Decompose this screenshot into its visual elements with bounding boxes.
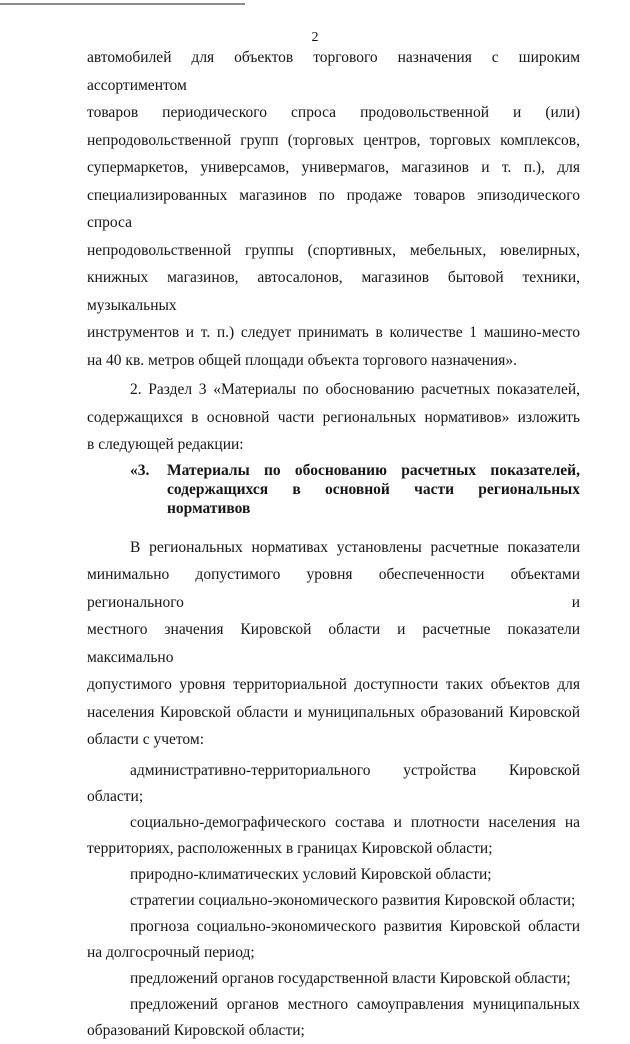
section-title-line: содержащихся в основной части региональных нормативов: [167, 480, 580, 517]
list-item: [87, 862, 580, 888]
section-title-line: Материалы по обоснованию расчетных показателей,: [167, 461, 580, 479]
list-item: [87, 758, 580, 810]
text-line: книжных магазинов, автосалонов, магазинов бытовой техники, музыкальных: [87, 269, 580, 314]
text-line: непродовольственной групп (торговых центров, торговых комплексов,: [87, 131, 580, 149]
text-line: в следующей редакции:: [87, 436, 244, 453]
text-line: автомобилей для объектов торгового назначения с широким ассортиментом: [87, 49, 580, 94]
text-line: допустимого уровня территориальной доступности таких объектов для: [87, 676, 580, 693]
section-number: «3.: [130, 461, 150, 479]
paragraph-intro: [87, 534, 580, 754]
list-item: [87, 888, 580, 914]
page-number: 2: [311, 30, 319, 45]
text-line: минимально допустимого уровня обеспеченности объектами регионального и: [87, 566, 580, 611]
text-line: 2. Раздел 3 «Материалы по обоснованию расчетных показателей,: [130, 381, 580, 398]
document-body: [87, 44, 580, 1044]
list-item-line: прогноза социально-экономического развития Кировской области: [130, 917, 580, 935]
text-line: инструментов и т. п.) следует принимать в количестве 1 машино-место: [87, 324, 580, 341]
text-line: товаров периодического спроса продовольственной и (или): [87, 104, 580, 121]
text-line: В региональных нормативах установлены расчетные показатели: [130, 538, 580, 556]
text-line: области с учетом:: [87, 731, 205, 748]
list-item-line: территориях, расположенных в границах Кировской области;: [87, 839, 493, 857]
list-item-line: административно-территориального устройства Кировской области;: [87, 761, 580, 805]
text-line: непродовольственной группы (спортивных, мебельных, ювелирных,: [87, 241, 580, 259]
text-line: на 40 кв. метров общей площади объекта торгового назначения».: [87, 351, 518, 369]
list-item: [87, 810, 580, 862]
list-item-line: социально-демографического состава и плотности населения на: [130, 813, 580, 831]
list-item: [87, 914, 580, 966]
text-line: населения Кировской области и муниципальных образований Кировской: [87, 703, 580, 721]
list-item-line: на долгосрочный период;: [87, 943, 255, 961]
list-item: [87, 992, 580, 1044]
list-item-line: стратегии социально-экономического развития Кировской области;: [130, 891, 576, 909]
criteria-list: [87, 758, 580, 1044]
scan-edge-line: [0, 3, 245, 5]
text-line: местного значения Кировской области и расчетные показатели максимально: [87, 621, 580, 666]
text-line: специализированных магазинов по продаже товаров эпизодического спроса: [87, 186, 580, 231]
list-item-line: предложений органов государственной власти Кировской области;: [130, 969, 571, 987]
list-item-line: предложений органов местного самоуправления муниципальных: [130, 995, 580, 1013]
list-item-line: природно-климатических условий Кировской области;: [130, 865, 492, 883]
paragraph-parking-norms: [87, 44, 580, 374]
text-line: содержащихся в основной части региональных нормативов» изложить: [87, 408, 580, 426]
text-line: супермаркетов, универсамов, универмагов, магазинов и т. п.), для: [87, 159, 580, 176]
list-item: [87, 966, 580, 992]
section-title: [167, 461, 580, 518]
list-item-line: образований Кировской области;: [87, 1021, 305, 1039]
section-heading: [87, 459, 580, 534]
paragraph-section-amendment: [87, 376, 580, 459]
